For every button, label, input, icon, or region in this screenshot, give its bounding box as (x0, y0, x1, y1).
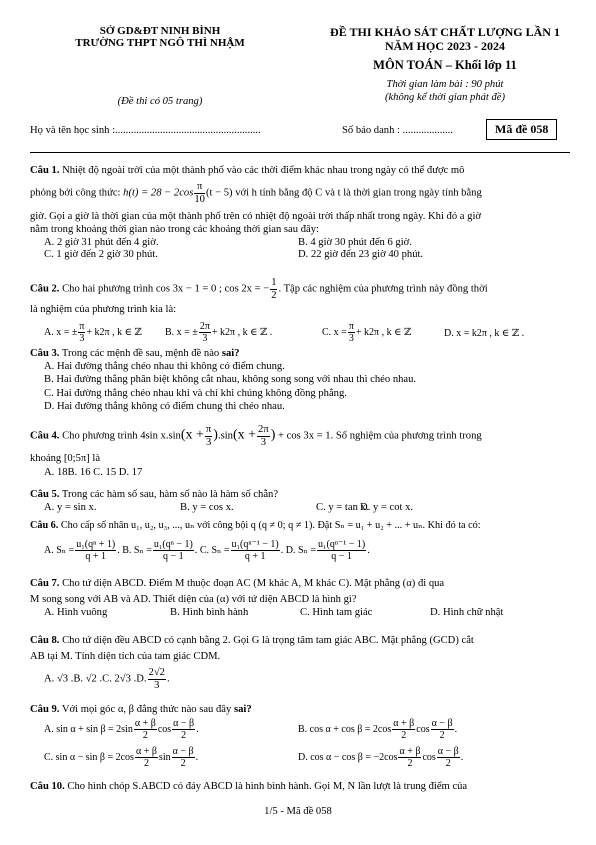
question-9: Câu 9. Với mọi góc α, β đẳng thức nào sau đây sai? A. sin α + sin β = 2sin $\frac{\alpha + \beta}{2}$ cos $\frac{\alpha - \beta}{2}$ . B. cos α + cos β = 2cos $\frac{\alpha + \beta}{2}$ cos $\frac{\alpha - \beta}{2}$ . C. sin α − sin β = 2cos $\frac{\alpha + \beta}{2}$ sin $\frac{\alpha - \beta}{2}$ . D. cos α − cos β = −2cos $\frac{\alpha + \beta}{2}$ cos $\frac{\alpha - \beta}{2}$ . (30, 704, 464, 770)
question-5: Câu 5. Trong các hàm số sau, hàm số nào là hàm số chẵn? A. y = sin x. B. y = cos x. C. y = tan x. D. y = cot x. (30, 489, 414, 514)
question-4: Câu 4. Cho phương trình 4sin x.sin(x + $\frac{\pi}{3}$ ).sin(x + $\frac{2\pi}{3}$ ) + cos 3x = 1. Số nghiệm của phương trình trong khoảng [0;5π] là A. 18B. 16 C. 15 D. 17 (30, 424, 482, 478)
exam-time-note: (không kể thời gian phát đề) (384, 92, 506, 103)
question-6: Câu 6. Cho cấp số nhân u₁, u₂, u₃, ..., uₙ với công bội q (q ≠ 0; q ≠ 1). Đặt Sₙ = u₁ + u₂ + ... + uₙ. Khi đó ta có: A. Sₙ = $\frac{\text{u₁(qⁿ + 1)}}{q + 1}$ . B. Sₙ = $\frac{\text{u₁(qⁿ − 1)}}{q - 1}$ . C. Sₙ = $\frac{\text{u₁(qⁿ⁻¹ − 1)}}{q + 1}$ . D. Sₙ = $\frac{\text{u₁(qⁿ⁻¹ − 1)}}{q - 1}$ . (30, 520, 481, 562)
question-8: Câu 8. Cho tứ diện đều ABCD có cạnh bằng 2. Gọi G là trọng tâm tam giác ABC. Mặt phẳng (GCD) cắt AB tại M. Tính diện tích của tam giác CDM. A. √3 .B. √2 .C. 2√3 .D. $\frac{2√2}{3}$ . (30, 635, 474, 692)
school-name: TRƯỜNG THPT NGÔ THÌ NHẬM (75, 37, 245, 49)
student-id-field: Số báo danh : ................... (342, 125, 453, 136)
page-footer: 1/5 - Mã đề 058 (264, 806, 332, 817)
question-7: Câu 7. Cho tứ diện ABCD. Điểm M thuộc đoạn AC (M khác A, M khác C). Mặt phẳng (α) đi qua M song song với AB và AD. Thiết diện của (α) với tứ diện ABCD là hình gì? A. Hình vuông B. Hình bình hành C. Hình tam giác D. Hình chữ nhật (30, 578, 504, 619)
school-year: NĂM HỌC 2023 - 2024 (385, 39, 505, 53)
pages-note: (Đề thi có 05 trang) (117, 96, 203, 107)
question-3: Câu 3. Trong các mệnh đề sau, mệnh đề nào sai? A. Hai đường thẳng chéo nhau thì không có điểm chung. B. Hai đường thẳng phân biệt không cắt nhau, không song song với nhau thì chéo nhau. C. Hai đường thẳng chéo nhau khi và chỉ khi chúng không đồng phẳng. D. Hai đường thẳng không có điểm chung thì chéo nhau. (30, 348, 417, 412)
exam-code-box: Mã đề 058 (486, 119, 557, 140)
subject: MÔN TOÁN – Khối lớp 11 (373, 58, 517, 72)
department: SỞ GD&ĐT NINH BÌNH (99, 25, 221, 37)
header-divider (30, 152, 570, 153)
exam-title: ĐỀ THI KHẢO SÁT CHẤT LƯỢNG LẦN 1 (330, 25, 560, 39)
question-1: Câu 1. Nhiệt độ ngoài trời của một thành phố vào các thời điểm khác nhau trong ngày có thể được mô phỏng bởi công thức: h(t) = 28 − 2cos $\frac{\pi}{10}$ (t − 5) với h tính bằng độ C và t là thời gian trong ngày tính bằng giờ. Gọi a giờ là thời gian của một thành phố trên có nhiệt độ ngoài trời thấp nhất trong ngày. Khi đó a giờ nằm trong khoảng thời gian nào trong các khoảng thời gian sau đây: A. 2 giờ 31 phút đến 4 giờ. B. 4 giờ 30 phút đến 6 giờ. C. 1 giờ đến 2 giờ 30 phút. D. 22 giờ đến 23 giờ 40 phút. (30, 165, 482, 260)
question-2: Câu 2. Cho hai phương trình cos 3x − 1 = 0 ; cos 2x = − $\frac{1}{2}$ . Tập các nghiệm của phương trình này đồng thời là nghiệm của phương trình kia là: A. x = ± $\frac{\pi}{3}$ + k2π , k ∈ ℤ B. x = ± $\frac{2\pi}{3}$ + k2π , k ∈ ℤ . C. x = $\frac{\pi}{3}$ + k2π , k ∈ ℤ D. x = k2π , k ∈ ℤ . (30, 277, 525, 344)
question-10: Câu 10. Cho hình chóp S.ABCD có đáy ABCD là hình bình hành. Gọi M, N lần lượt là trung điểm của (30, 781, 468, 792)
exam-time: Thời gian làm bài : 90 phút (386, 79, 504, 90)
student-name-field: Họ và tên học sinh :....................................................... (30, 125, 261, 136)
